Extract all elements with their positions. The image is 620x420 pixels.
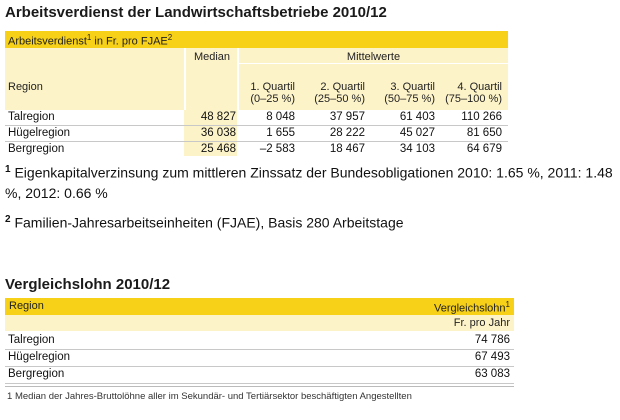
col-region: Region: [8, 81, 43, 93]
quartile-1-head: [240, 81, 295, 105]
row-region: Hügelregion: [8, 127, 71, 139]
row-region: Hügelregion: [8, 351, 71, 363]
row-value: 67 493: [474, 351, 510, 363]
table-row: [5, 333, 514, 350]
row-q2: 28 222: [329, 127, 365, 139]
table2-footer-rule: [5, 386, 514, 387]
row-q2: 37 957: [329, 111, 365, 123]
table2-footnote-text: Median der Jahres-Bruttolöhne aller im Sekundär- und Tertiärsektor beschäftigten Angestellten: [14, 391, 412, 402]
row-q3: 45 027: [399, 127, 435, 139]
table-row: [5, 142, 508, 157]
row-q4: 64 679: [466, 143, 502, 155]
row-q1: 1 655: [266, 127, 295, 139]
quartile-2-head: [300, 81, 365, 105]
vergleichslohn-sup: 1: [505, 300, 510, 309]
row-median: 48 827: [200, 111, 236, 123]
footnote-2: [5, 210, 615, 233]
row-q3: 61 403: [399, 111, 435, 123]
col-mittelwerte: Mittelwerte: [346, 51, 401, 63]
table-row: [5, 126, 508, 142]
row-q4: 110 266: [461, 111, 502, 123]
table2-title: Vergleichslohn 2010/12: [5, 276, 171, 293]
table-row: [5, 110, 508, 126]
q1-label: 1. Quartil: [250, 81, 295, 93]
row-q1: 8 048: [266, 111, 295, 123]
table-row: [5, 350, 514, 367]
q2-label: 2. Quartil: [320, 81, 365, 93]
q2-range: (25–50 %): [314, 93, 365, 105]
row-value: 63 083: [474, 368, 510, 380]
table2-body: [5, 333, 514, 384]
table1-title: Arbeitsverdienst der Landwirtschaftsbetriebe 2010/12: [5, 4, 387, 21]
row-region: Talregion: [8, 111, 55, 123]
header-sup1: 1: [86, 33, 92, 42]
row-q1: –2 583: [259, 143, 295, 155]
mittelwerte-underline: [239, 63, 508, 64]
row-q4: 81 650: [466, 127, 502, 139]
col-median: Median: [193, 51, 231, 63]
header-label: Arbeitsverdienst: [8, 35, 87, 48]
row-q3: 34 103: [399, 143, 435, 155]
q4-range: (75–100 %): [445, 93, 502, 105]
table1-header-caption: [8, 33, 172, 48]
footnote-1-text: Eigenkapitalverzinsung zum mittleren Zinssatz der Bundesobligationen 2010: 1.65 %, 2011: 1.48 %, 2012: 0.66 %: [5, 164, 613, 201]
table2-col-vergleichslohn: [380, 300, 510, 315]
quartile-3-head: [370, 81, 435, 105]
table2-footnote: [7, 391, 412, 402]
row-median: 25 468: [200, 143, 236, 155]
row-q2: 18 467: [329, 143, 365, 155]
col-sep: [184, 48, 186, 110]
vergleichslohn-label: Vergleichslohn: [433, 302, 506, 315]
footnote-1-marker: 1: [5, 164, 11, 175]
row-region: Bergregion: [8, 143, 65, 155]
quartile-4-head: [440, 81, 502, 105]
table2-unit: Fr. pro Jahr: [453, 317, 510, 329]
table1-body: [5, 110, 508, 157]
footnote-2-text: Familien-Jahresarbeitseinheiten (FJAE), Basis 280 Arbeitstage: [14, 214, 404, 231]
row-region: Bergregion: [8, 368, 65, 380]
table-row: [5, 367, 514, 384]
q3-range: (50–75 %): [384, 93, 435, 105]
header-sup2: 2: [167, 33, 173, 42]
header-unit: in Fr. pro FJAE: [94, 35, 168, 48]
q1-range: (0–25 %): [250, 93, 295, 105]
q4-label: 4. Quartil: [457, 81, 502, 93]
q3-label: 3. Quartil: [390, 81, 435, 93]
row-value: 74 786: [474, 334, 510, 346]
table2-col-region: Region: [9, 300, 44, 312]
footnote-2-marker: 2: [5, 214, 11, 225]
row-median: 36 038: [200, 127, 236, 139]
row-region: Talregion: [8, 334, 55, 346]
footnote-1: [5, 160, 615, 203]
table2-footnote-marker: 1: [7, 391, 13, 402]
